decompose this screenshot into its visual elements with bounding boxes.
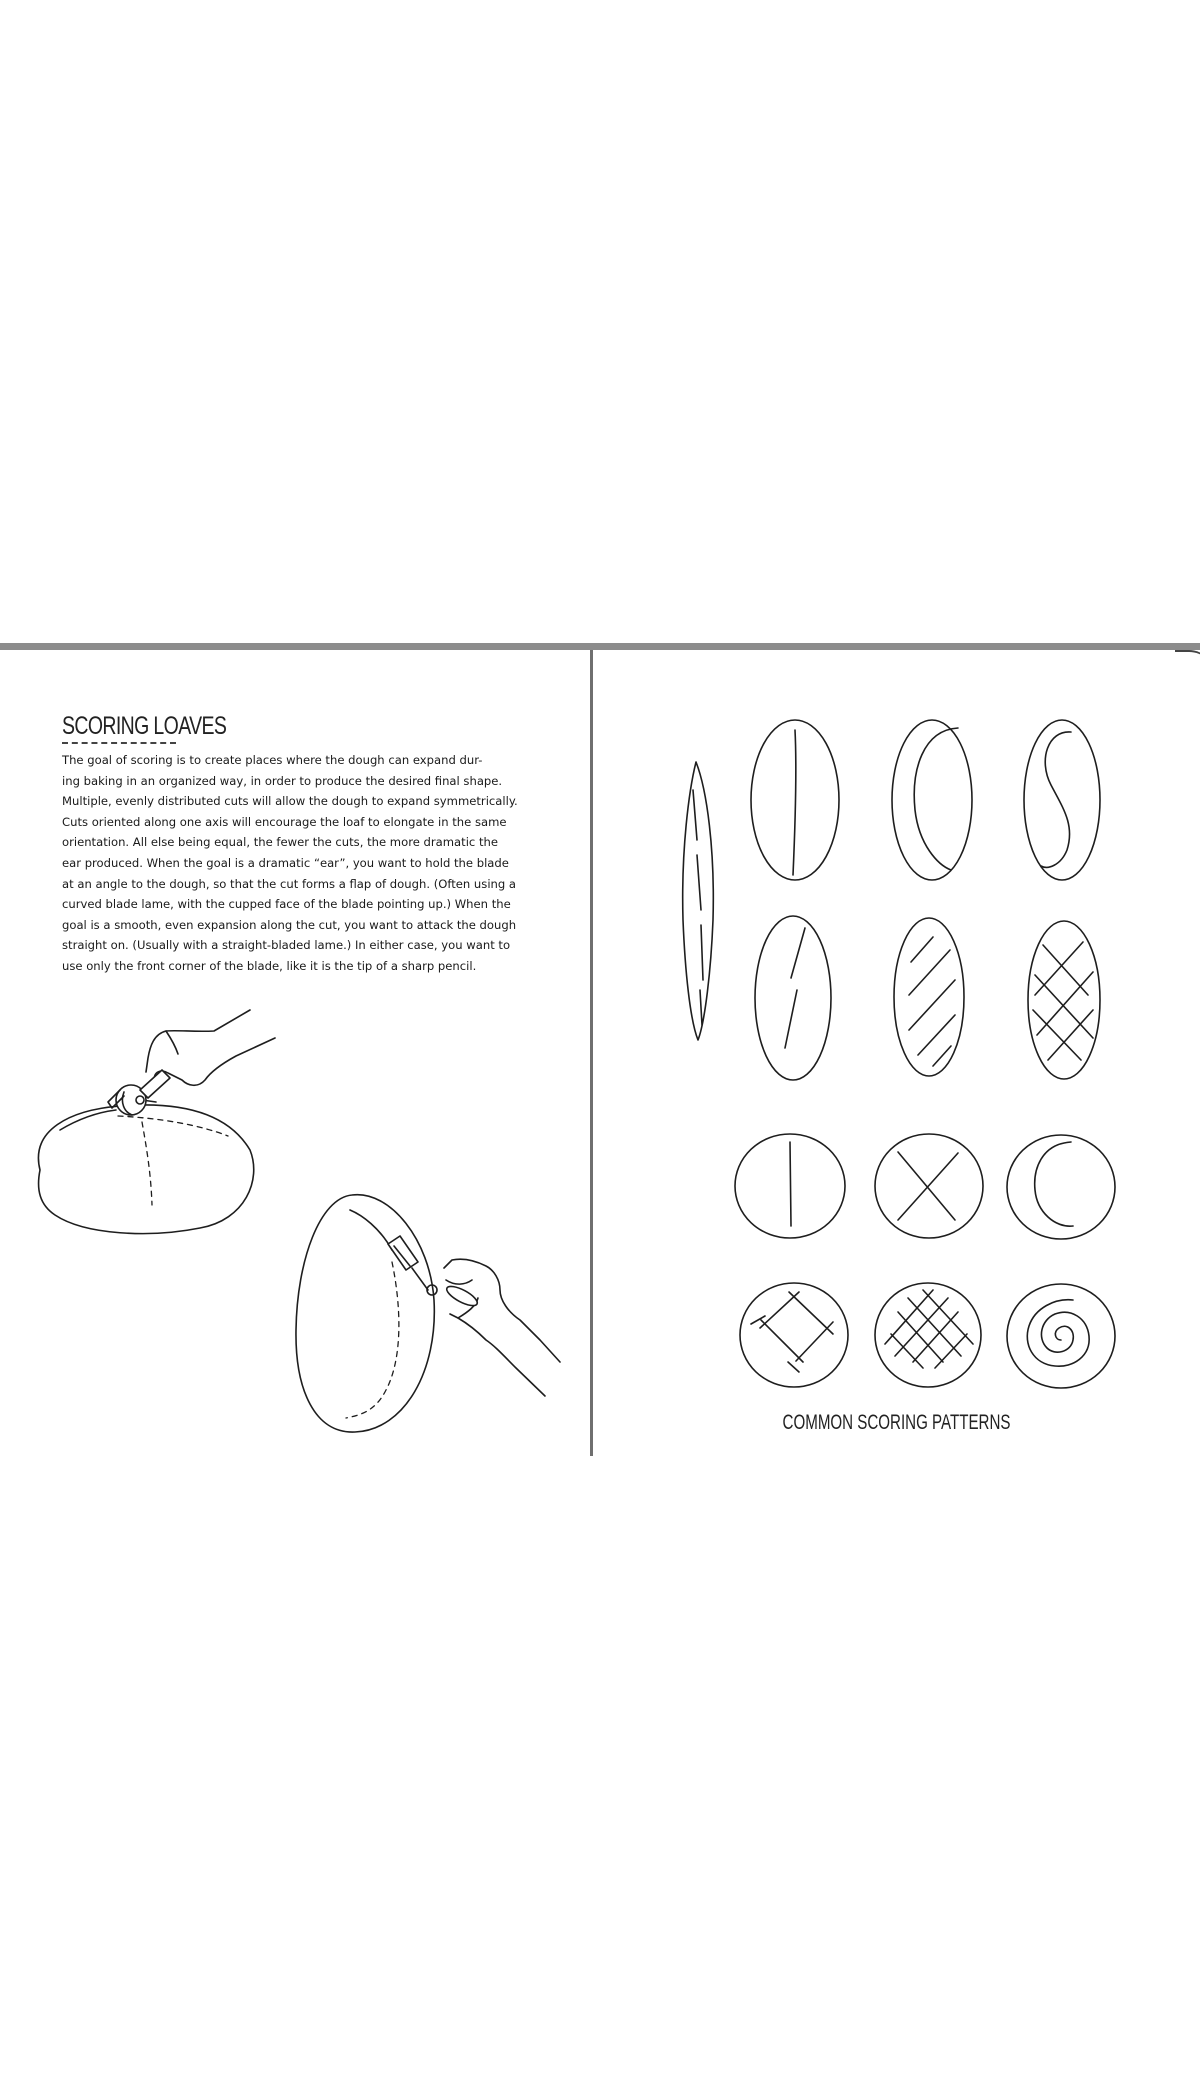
scoring-patterns-grid (593, 650, 1200, 1456)
crosshatch-line (1037, 972, 1093, 1035)
crosshatch-line (1035, 942, 1083, 995)
hand-left-knuckle (166, 1031, 178, 1054)
round-loaf-illustration (38, 1010, 275, 1234)
batard-outline (1028, 921, 1100, 1079)
batard-single-cut-pattern (751, 720, 839, 880)
body-line: goal is a smooth, even expansion along the cut, you want to attack the dough (62, 917, 517, 932)
hand-right-lower (450, 1314, 545, 1396)
blade-cut-slit (60, 1110, 116, 1130)
body-line: ear produced. When the goal is a dramatic “ear”, you want to hold the blade (62, 855, 509, 870)
batard-crosshatch-pattern (1028, 921, 1100, 1079)
hand-right-thumb (446, 1280, 472, 1284)
section-heading: SCORING LOAVES (62, 712, 227, 740)
crosshatch-line (1043, 945, 1088, 995)
batard-cut (1041, 732, 1071, 867)
baguette-cut (693, 790, 697, 840)
boule-outline (1007, 1135, 1115, 1239)
body-line: curved blade lame, with the cupped face of the blade pointing up.) When the (62, 897, 511, 912)
diamond-cut (788, 1362, 799, 1372)
diamond-cut (789, 1292, 833, 1334)
baguette-cut (700, 990, 702, 1025)
boule-cut (1035, 1142, 1073, 1226)
batard-diagonal-cuts-pattern (755, 916, 831, 1080)
body-line: The goal of scoring is to create places where the dough can expand dur- (62, 753, 483, 767)
oval-loaf-outline (296, 1195, 434, 1432)
boule-diamond-pattern (740, 1283, 848, 1387)
body-line: straight on. (Usually with a straight-bladed lame.) In either case, you want to (62, 938, 511, 953)
hand-right-outline (444, 1259, 560, 1362)
crosshatch-line (908, 1298, 961, 1356)
body-line: orientation. All else being equal, the fewer the cuts, the more dramatic the (62, 835, 498, 850)
boule-crescent-cut-pattern (1007, 1135, 1115, 1239)
baguette-cut (697, 855, 701, 910)
batard-outline (1024, 720, 1100, 880)
body-line: ing baking in an organized way, in order to produce the desired final shape. (62, 773, 503, 788)
batard-outline (755, 916, 831, 1080)
boule-cross-cut-pattern (875, 1134, 983, 1238)
boule-outline (740, 1283, 848, 1387)
boule-cut (790, 1142, 791, 1226)
diamond-cut (796, 1322, 833, 1361)
batard-parallel-cuts-pattern (894, 918, 964, 1076)
patterns-caption: COMMON SCORING PATTERNS (782, 1411, 1011, 1434)
batard-cut (791, 928, 805, 978)
body-line: Multiple, evenly distributed cuts will allow the dough to expand symmetrically. (62, 794, 518, 809)
right-page (593, 650, 1200, 1456)
oval-score-line (346, 1262, 399, 1418)
crosshatch-line (891, 1334, 923, 1368)
left-page (0, 650, 590, 1456)
straight-lame-handle (444, 1283, 480, 1310)
boule-crosshatch-pattern (875, 1283, 981, 1387)
spiral-cut (1027, 1300, 1089, 1366)
oval-loaf-illustration (296, 1195, 560, 1432)
boule-spiral-pattern (1007, 1284, 1115, 1388)
body-line: at an angle to the dough, so that the cut forms a flap of dough. (Often using a (62, 876, 517, 891)
batard-cut (793, 730, 796, 875)
oval-loaf-top-curve (350, 1210, 392, 1250)
diamond-cut (760, 1292, 799, 1328)
boule-single-cut-pattern (735, 1134, 845, 1238)
score-line-vertical (142, 1122, 152, 1205)
crosshatch-line (895, 1298, 948, 1356)
batard-outline (892, 720, 972, 880)
batard-cut (918, 1015, 955, 1055)
batard-curved-cut-pattern (892, 720, 972, 880)
crosshatch-line (935, 1334, 967, 1368)
batard-cut (785, 990, 797, 1048)
body-line: use only the front corner of the blade, like it is the tip of a sharp pencil. (62, 958, 477, 973)
scoring-illustrations (0, 650, 590, 1456)
score-line-horizontal (118, 1116, 228, 1136)
hand-left-fingers (146, 1010, 250, 1072)
crosshatch-line (1048, 1010, 1093, 1060)
batard-cut (914, 728, 958, 870)
batard-s-cut-pattern (1024, 720, 1100, 880)
batard-cut (911, 937, 933, 962)
straight-lame-stem (412, 1268, 428, 1290)
baguette-pattern (683, 762, 714, 1040)
diamond-cut (761, 1320, 803, 1362)
baguette-cut (701, 925, 703, 980)
body-line: Cuts oriented along one axis will encourage the loaf to elongate in the same (62, 814, 507, 829)
page-top-border (0, 643, 1200, 650)
baguette-outline (683, 762, 714, 1040)
